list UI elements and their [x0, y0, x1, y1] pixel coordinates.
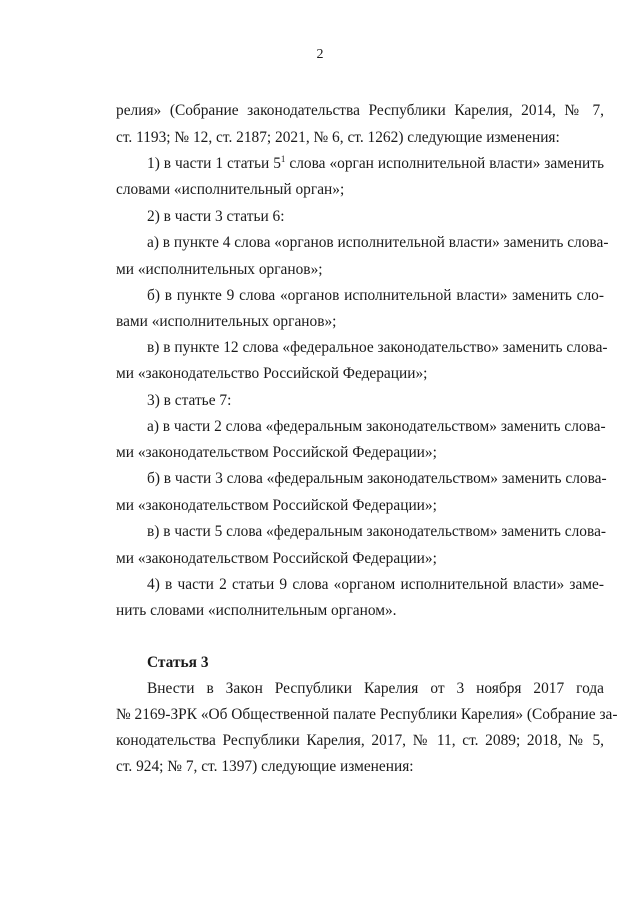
text-line: ми «законодательство Российской Федерации»; — [116, 365, 428, 382]
article-heading: Статья 3 — [147, 654, 209, 671]
text-fragment: 1) в части 1 статьи 5 — [147, 155, 281, 172]
text-line: № 2169-ЗРК «Об Общественной палате Республики Карелия» (Собрание за- — [116, 706, 618, 723]
text-line: ст. 1193; № 12, ст. 2187; 2021, № 6, ст. 1262) следующие изменения: — [116, 129, 560, 146]
text-line: 3) в статье 7: — [147, 392, 232, 409]
text-line: б) в пункте 9 слова «органов исполнительной власти» заменить сло- — [147, 287, 604, 304]
text-line: в) в части 5 слова «федеральным законодательством» заменить слова- — [147, 523, 607, 540]
text-line: ми «законодательством Российской Федерации»; — [116, 444, 437, 461]
text-line: 4) в части 2 статьи 9 слова «органом исполнительной власти» заме- — [147, 576, 604, 593]
text-line: в) в пункте 12 слова «федеральное законодательство» заменить слова- — [147, 339, 608, 356]
text-line: ми «исполнительных органов»; — [116, 261, 323, 278]
text-line: ми «законодательством Российской Федерации»; — [116, 550, 437, 567]
superscript: 1 — [280, 154, 286, 164]
text-line: ст. 924; № 7, ст. 1397) следующие изменения: — [116, 758, 414, 775]
text-line: словами «исполнительный орган»; — [116, 181, 345, 198]
text-line: а) в части 2 слова «федеральным законодательством» заменить слова- — [147, 418, 606, 435]
text-line: а) в пункте 4 слова «органов исполнительной власти» заменить слова- — [147, 234, 609, 251]
text-line: конодательства Республики Карелия, 2017, № 11, ст. 2089; 2018, № 5, — [116, 732, 604, 749]
text-line: нить словами «исполнительным органом». — [116, 602, 397, 619]
page-number: 2 — [316, 47, 324, 62]
text-line: ми «законодательством Российской Федерации»; — [116, 497, 437, 514]
text-fragment: слова «орган исполнительной власти» заменить — [285, 155, 604, 172]
text-line: б) в части 3 слова «федеральным законодательством» заменить слова- — [147, 470, 607, 487]
text-line: вами «исполнительных органов»; — [116, 313, 337, 330]
text-line: 2) в части 3 статьи 6: — [147, 208, 285, 225]
text-line: Внести в Закон Республики Карелия от 3 ноября 2017 года — [147, 680, 604, 697]
text-line — [147, 155, 604, 173]
text-line: релия» (Собрание законодательства Республики Карелия, 2014, № 7, — [116, 102, 604, 119]
